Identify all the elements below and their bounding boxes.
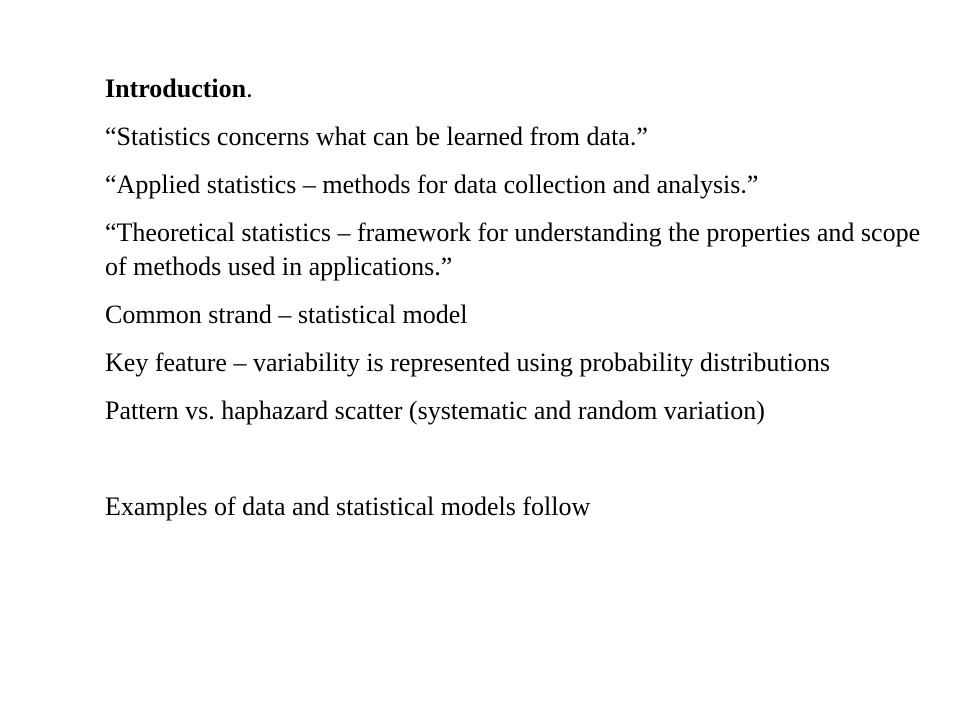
quote-applied-statistics: “Applied statistics – methods for data collection and analysis.”	[105, 170, 759, 199]
heading: Introduction	[105, 74, 247, 103]
closing-text: Examples of data and statistical models follow	[105, 492, 591, 521]
heading-period: .	[246, 74, 253, 103]
key-feature-text: Key feature – variability is represented using probability distributions	[105, 348, 830, 377]
quote-theoretical-statistics: “Theoretical statistics – framework for understanding the properties and scope of methods used in applications.”	[105, 218, 921, 281]
heading-line	[105, 72, 935, 106]
spacer	[105, 442, 935, 490]
quote-statistics-definition: “Statistics concerns what can be learned from data.”	[105, 122, 648, 151]
pattern-vs-scatter-text: Pattern vs. haphazard scatter (systematic and random variation)	[105, 396, 765, 425]
slide-content	[105, 72, 935, 538]
common-strand-text: Common strand – statistical model	[105, 300, 468, 329]
